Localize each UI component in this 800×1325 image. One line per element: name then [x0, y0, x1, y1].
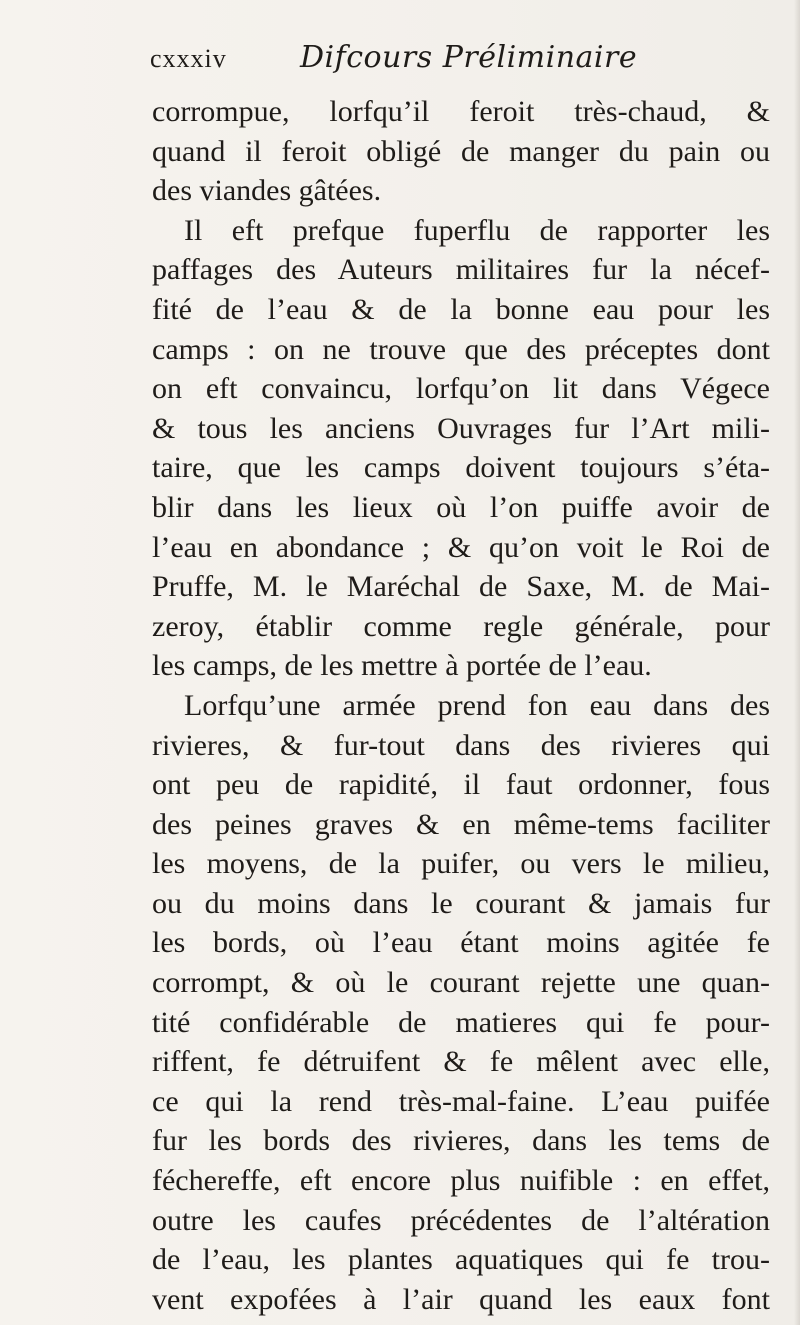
text-line: les moyens, de la puifer, ou vers le milieu, — [152, 847, 770, 881]
text-line: corrompue, lorfqu’il feroit très-chaud, & — [152, 95, 770, 128]
text-line: tité confidérable de matieres qui fe pour- — [152, 1005, 770, 1039]
text-line: fité de l’eau & de la bonne eau pour les — [152, 292, 770, 326]
text-line: riffent, fe détruifent & fe mêlent avec elle, — [152, 1045, 770, 1079]
text-line: de l’eau, les plantes aquatiques qui fe trou- — [152, 1243, 770, 1277]
text-line: zeroy, établir comme regle générale, pour — [152, 609, 770, 643]
text-line: paffages des Auteurs militaires fur la nécef- — [152, 253, 770, 287]
text-line: & tous les anciens Ouvrages fur l’Art mili- — [152, 411, 770, 445]
text-line: outre les caufes précédentes de l’altération — [152, 1203, 770, 1237]
text-line: fur les bords des rivieres, dans les tems de — [152, 1124, 770, 1158]
text-line: blir dans les lieux où l’on puiffe avoir de — [152, 490, 770, 524]
text-line: des viandes gâtées. — [152, 174, 382, 208]
text-line: camps : on ne trouve que des préceptes dont — [152, 332, 770, 366]
text-line: ou du moins dans le courant & jamais fur — [152, 886, 770, 920]
page-header — [150, 40, 690, 86]
text-line: les camps, de les mettre à portée de l’eau. — [152, 649, 652, 683]
text-line: vent expofées à l’air quand les eaux font — [152, 1282, 770, 1316]
text-line: on eft convaincu, lorfqu’on lit dans Végece — [152, 372, 770, 406]
text-line: l’eau en abondance ; & qu’on voit le Roi de — [152, 530, 770, 564]
page-number: cxxxiv — [150, 44, 227, 73]
text-line: taire, que les camps doivent toujours s’éta- — [152, 451, 770, 485]
text-line: corrompt, & où le courant rejette une quan- — [152, 966, 770, 1000]
running-title: Difcours Préliminaire — [300, 40, 638, 75]
text-line: Lorfqu’une armée prend fon eau dans des — [184, 688, 770, 722]
text-line: quand il feroit obligé de manger du pain ou — [152, 134, 770, 168]
text-line: ont peu de rapidité, il faut ordonner, fous — [152, 768, 770, 802]
text-line: Il eft prefque fuperflu de rapporter les — [184, 213, 770, 247]
text-line: Pruffe, M. le Maréchal de Saxe, M. de Mai- — [152, 570, 770, 604]
text-line: les bords, où l’eau étant moins agitée fe — [152, 926, 770, 960]
text-line: ce qui la rend très-mal-faine. L’eau puifée — [152, 1084, 770, 1118]
body-text — [152, 92, 770, 1319]
text-line: des peines graves & en même-tems faciliter — [152, 807, 770, 841]
page-edge-shadow — [794, 0, 800, 1325]
text-line: féchereffe, eft encore plus nuifible : en effet, — [152, 1164, 770, 1198]
text-line: rivieres, & fur-tout dans des rivieres qui — [152, 728, 770, 762]
